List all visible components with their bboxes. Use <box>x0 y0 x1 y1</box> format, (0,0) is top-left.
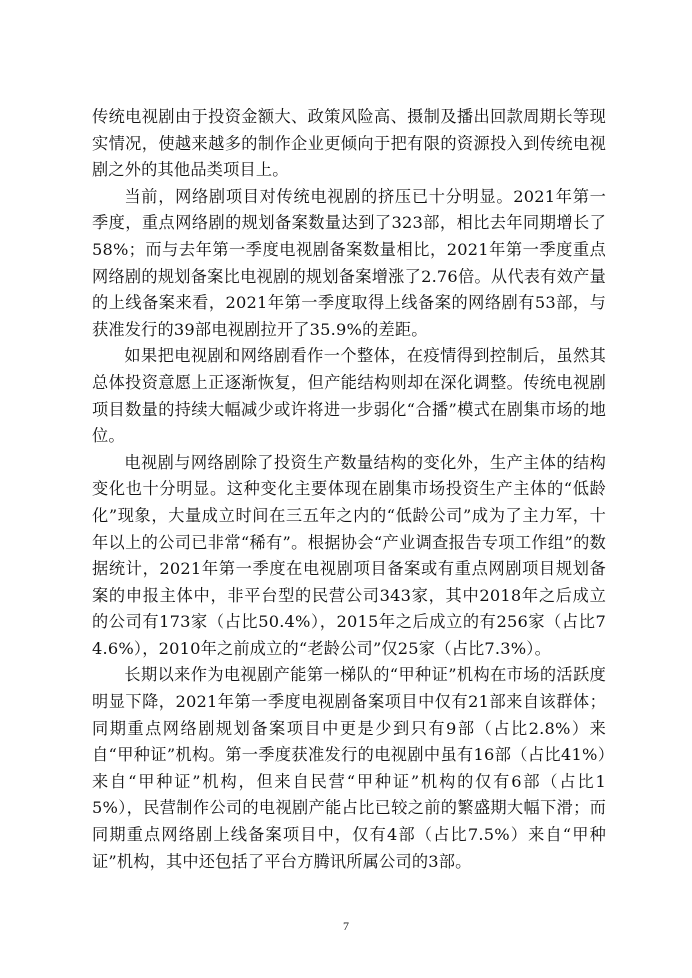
paragraph-capacity-structure: 如果把电视剧和网络剧看作一个整体，在疫情得到控制后，虽然其总体投资意愿上正逐渐恢复，但产能结构则却在深化调整。传统电视剧项目数量的持续大幅减少或许将进一步弱化“合播”模式在剧集市场的地位。 <box>92 346 606 446</box>
paragraph-webdrama-pressure: 当前，网络剧项目对传统电视剧的挤压已十分明显。2021年第一季度，重点网络剧的规划备案数量达到了323部，相比去年同期增长了58%；而与去年第一季度电视剧备案数量相比，2021年第一季度重点网络剧的规划备案比电视剧的规划备案增涨了2.76倍。从代表有效产量的上线备案来看，2021年第一季度取得上线备案的网络剧有53部，与获准发行的39部电视剧拉开了35.9%的差距。 <box>92 186 606 339</box>
page-number: 7 <box>343 919 349 933</box>
paragraph-class-a-license: 长期以来作为电视剧产能第一梯队的“甲种证”机构在市场的活跃度明显下降，2021年第一季度电视剧备案项目中仅有21部来自该群体；同期重点网络剧规划备案项目中更是少到只有9部（占比2.8%）来自“甲种证”机构。第一季度获准发行的电视剧中虽有16部（占比41%）来自“甲种证”机构，但来自民营“甲种证”机构的仅有6部（占比15%），民营制作公司的电视剧产能占比已较之前的繁盛期大幅下滑；而同期重点网络剧上线备案项目中，仅有4部（占比7.5%）来自“甲种证”机构，其中还包括了平台方腾讯所属公司的3部。 <box>92 665 606 871</box>
paragraph-producer-age: 电视剧与网络剧除了投资生产数量结构的变化外，生产主体的结构变化也十分明显。这种变化主要体现在剧集市场投资生产主体的“低龄化”现象，大量成立时间在三五年之内的“低龄公司”成为了主力军，十年以上的公司已非常“稀有”。根据协会“产业调查报告专项工作组”的数据统计，2021年第一季度在电视剧项目备案或有重点网剧项目规划备案的申报主体中，非平台型的民营公司343家，其中2018年之后成立的公司有173家（占比50.4%），2015年之后成立的有256家（占比74.6%），2010年之前成立的“老龄公司”仅25家（占比7.3%）。 <box>92 452 606 658</box>
paragraph-continuation: 传统电视剧由于投资金额大、政策风险高、摄制及播出回款周期长等现实情况，使越来越多的制作企业更倾向于把有限的资源投入到传统电视剧之外的其他品类项目上。 <box>92 107 606 180</box>
body-text <box>92 104 606 875</box>
